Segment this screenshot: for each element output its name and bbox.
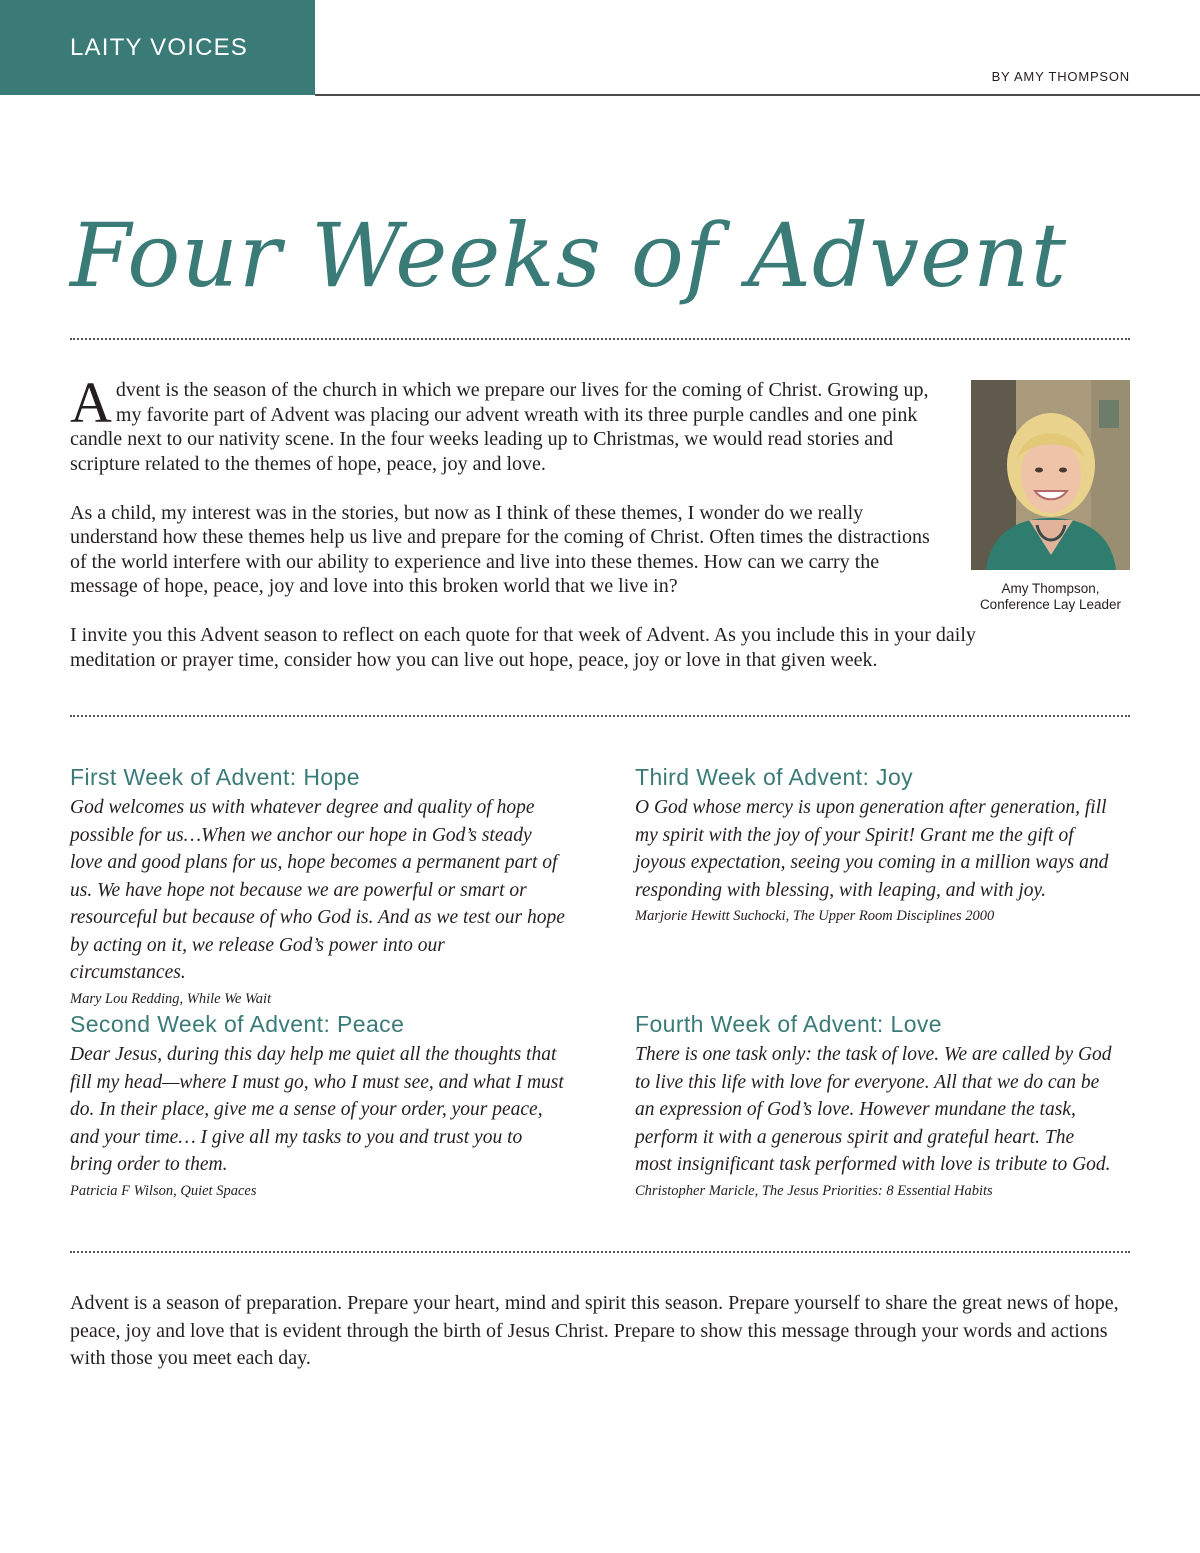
byline: BY AMY THOMPSON (991, 69, 1130, 84)
week-heading: Second Week of Advent: Peace (70, 1011, 405, 1037)
header-rule (315, 94, 1200, 96)
week-joy (635, 762, 1115, 926)
week-citation: Mary Lou Redding, While We Wait (70, 990, 272, 1007)
week-heading: Third Week of Advent: Joy (635, 764, 914, 790)
photo-caption: Amy Thompson, Conference Lay Leader (979, 581, 1122, 612)
intro-divider (70, 715, 1130, 717)
title-divider (70, 338, 1130, 340)
week-hope (70, 762, 565, 1009)
author-photo (971, 380, 1130, 570)
closing-paragraph: Advent is a season of preparation. Prepare your heart, mind and spirit this season. Prepare yourself to share the great news of hope, peace, joy and love that is evident through the birth of Jesus Christ. Prepare to show this message through your words and actions with those you meet each day. (70, 1292, 1119, 1369)
article-title: Four Weeks of Advent (70, 204, 1068, 307)
quotes-divider (70, 1251, 1130, 1253)
week-heading: First Week of Advent: Hope (70, 764, 360, 790)
week-citation: Patricia F Wilson, Quiet Spaces (70, 1182, 257, 1199)
week-quote: Dear Jesus, during this day help me quiet all the thoughts that fill my head—where I must go, who I must see, and what I must do. In their place, give me a sense of your order, your peace, and your time… I give all my tasks to you and trust you to bring order to them. (70, 1044, 564, 1175)
week-quote: God welcomes us with whatever degree and quality of hope possible for us…When we anchor our hope in God’s steady love and good plans for us, hope becomes a permanent part of us. We have hope not because we are powerful or smart or resourceful but because of who God is. And as we test our hope by acting on it, we release God’s power into our circumstances. (70, 797, 565, 983)
week-quote: There is one task only: the task of love. We are called by God to live this life with love for everyone. All that we do can be an expression of God’s love. However mundane the task, perform it with a generous spirit and grateful heart. The most insignificant task performed with love is tribute to God. (635, 1044, 1112, 1175)
drop-cap: A (70, 370, 112, 435)
week-quote: O God whose mercy is upon generation after generation, fill my spirit with the joy of your Spirit! Grant me the gift of joyous expectation, seeing you coming in a million ways and responding with blessing, with leaping, and with joy. (635, 797, 1109, 901)
section-label: LAITY VOICES (70, 34, 249, 61)
week-heading: Fourth Week of Advent: Love (635, 1011, 942, 1037)
week-citation: Christopher Maricle, The Jesus Priorities: 8 Essential Habits (635, 1182, 993, 1199)
intro-paragraph-3: I invite you this Advent season to reflect on each quote for that week of Advent. As you include this in your daily meditation or prayer time, consider how you can live out hope, peace, joy or love in that given week. (70, 624, 976, 671)
section-tab (0, 0, 315, 95)
week-peace (70, 1009, 565, 1201)
intro-paragraph-1: Advent is the season of the church in which we prepare our lives for the coming of Christ. Growing up, my favorite part of Advent was placing our advent wreath with its three purple candles and one pink candle next to our nativity scene. In the four weeks leading up to Christmas, we would read stories and scripture related to the themes of hope, peace, joy and love. (70, 370, 929, 475)
week-citation: Marjorie Hewitt Suchocki, The Upper Room Disciplines 2000 (635, 908, 995, 924)
intro-text (70, 370, 990, 697)
week-love (635, 1009, 1115, 1201)
intro-paragraph-2: As a child, my interest was in the stories, but now as I think of these themes, I wonder do we really understand how these themes help us live and prepare for the coming of Christ. Often times the distractions of the world interfere with our ability to experience and live into these themes. How can we carry the message of hope, peace, joy and love into this broken world that we live in? (70, 501, 930, 597)
